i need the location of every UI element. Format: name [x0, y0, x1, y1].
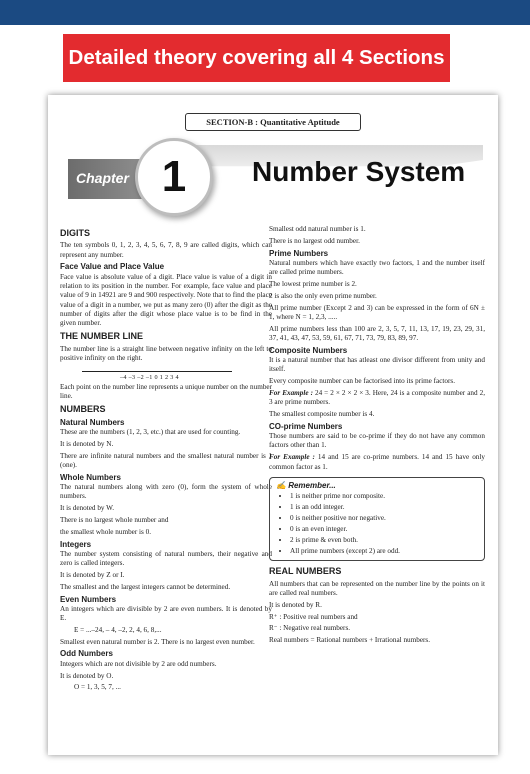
- paragraph: An integers which are divisible by 2 are even numbers. It is denoted by E.: [60, 604, 272, 623]
- paragraph: R⁻ : Negative real numbers.: [269, 624, 351, 633]
- paragraph: There is no largest whole number and: [60, 515, 169, 524]
- list-item: • 0 is an even integer.: [290, 525, 479, 534]
- heading-integers: Integers: [60, 539, 92, 549]
- heading-face-value: Face Value and Place Value: [60, 262, 165, 272]
- list-item: • 1 is an odd integer.: [290, 503, 479, 512]
- paragraph: The lowest prime number is 2.: [269, 279, 357, 288]
- remember-icon: ✍: [276, 480, 286, 490]
- heading-real: REAL NUMBERS: [269, 566, 342, 577]
- left-column: [60, 225, 272, 695]
- paragraph: It is denoted by W.: [60, 504, 115, 513]
- paragraph: It is a natural number that has atleast one divisor different from unity and itself.: [269, 356, 485, 374]
- paragraph: The smallest composite number is 4.: [269, 410, 375, 419]
- heading-composite: Composite Numbers: [269, 345, 348, 355]
- paragraph: All prime numbers less than 100 are 2, 3, 5, 7, 11, 13, 17, 19, 23, 29, 31, 37, 41, 43, 47, 53, 59, 61, 67, 71, 73, 79, 83, 89, 97.: [269, 324, 485, 342]
- paragraph: It is denoted by R.: [269, 600, 322, 609]
- paragraph: These are the numbers (1, 2, 3, etc.) that are used for counting.: [60, 428, 241, 437]
- heading-digits: DIGITS: [60, 228, 91, 238]
- number-line-axis: [82, 371, 232, 372]
- paragraph: Face value is absolute value of a digit. Place value is value of a digit in relation to its position in the number. For example, face value and place value of 9 in 14921 are 9 and 900 respectively. Note that to find the place value of a digit in a number, we put as many zero (0) after the digit as the number of digits after the digit whose place value is to be find in the given number.: [60, 272, 272, 328]
- chapter-word: Chapter: [76, 170, 129, 186]
- paragraph: 2 is also the only even prime number.: [269, 291, 377, 300]
- remember-title: Remember...: [288, 480, 336, 490]
- paragraph: Real numbers = Rational numbers + Irrational numbers.: [269, 636, 431, 645]
- paragraph: The natural numbers along with zero (0), form the system of whole numbers.: [60, 483, 272, 501]
- paragraph: It is denoted by Z or I.: [60, 570, 125, 579]
- paragraph: Those numbers are said to be co-prime if they do not have any common factors other than 1.: [269, 432, 485, 450]
- paragraph: Integers which are not divisible by 2 are odd numbers.: [60, 659, 217, 668]
- paragraph: The number line is a straight line between negative infinity on the left to positive infinity on the right.: [60, 344, 272, 363]
- heading-numbers: NUMBERS: [60, 404, 106, 415]
- remember-list: [276, 492, 479, 556]
- chapter-number: 1: [135, 138, 213, 216]
- example-label: For Example :: [269, 388, 313, 397]
- number-line-ticks: –4 –3 –2 –1 0 1 2 3 4: [120, 373, 179, 381]
- heading-odd: Odd Numbers: [60, 649, 113, 659]
- right-column: [269, 225, 485, 648]
- heading-number-line: THE NUMBER LINE: [60, 331, 143, 342]
- top-bar: [0, 0, 530, 25]
- paragraph: R⁺ : Positive real numbers and: [269, 612, 358, 621]
- paragraph: All prime number (Except 2 and 3) can be expressed in the form of 6N ± 1, where N = 1, 2,3, .....: [269, 303, 485, 321]
- list-item: • All prime numbers (except 2) are odd.: [290, 547, 479, 556]
- example-text: 14 and 15 are co-prime numbers. 14 and 15 have only common factor as 1.: [269, 453, 485, 471]
- paragraph: Each point on the number line represents a unique number on the number line.: [60, 382, 272, 401]
- paragraph: There is no largest odd number.: [269, 236, 360, 245]
- heading-even: Even Numbers: [60, 594, 117, 604]
- paragraph: It is denoted by N.: [60, 439, 114, 448]
- list-item: • 1 is neither prime nor composite.: [290, 492, 479, 501]
- heading-prime: Prime Numbers: [269, 248, 329, 258]
- paragraph: Smallest odd natural number is 1.: [269, 225, 366, 233]
- paragraph: The ten symbols 0, 1, 2, 3, 4, 5, 6, 7, 8, 9 are called digits, which can represent any number.: [60, 241, 272, 259]
- list-item: • 2 is prime & even both.: [290, 536, 479, 545]
- heading-coprime: CO-prime Numbers: [269, 421, 343, 431]
- remember-box: [269, 477, 485, 562]
- formula: E = ...–24, – 4, –2, 2, 4, 6, 8,...: [74, 625, 162, 634]
- section-label: SECTION-B : Quantitative Aptitude: [185, 113, 361, 131]
- paragraph: Natural numbers which have exactly two factors, 1 and the number itself are called prime numbers.: [269, 258, 485, 277]
- paragraph: It is denoted by O.: [60, 671, 114, 680]
- heading-natural: Natural Numbers: [60, 417, 125, 427]
- heading-whole: Whole Numbers: [60, 472, 121, 482]
- example-label: For Example :: [269, 453, 315, 462]
- paragraph: Every composite number can be factorised into its prime factors.: [269, 377, 456, 386]
- paragraph: Smallest even natural number is 2. There is no largest even number.: [60, 637, 255, 646]
- paragraph: The smallest and the largest integers cannot be determined.: [60, 582, 231, 591]
- banner-title: Detailed theory covering all 4 Sections: [63, 34, 450, 82]
- chapter-title: Number System: [252, 156, 466, 187]
- list-item: • 0 is neither positive nor negative.: [290, 514, 479, 523]
- example-text: 24 = 2 × 2 × 2 × 3. Here, 24 is a composite number and 2, 3 are prime numbers.: [269, 388, 485, 407]
- remember-heading: [276, 481, 479, 490]
- paragraph: All numbers that can be represented on the number line by the points on it are called real numbers.: [269, 579, 485, 598]
- paragraph: [269, 453, 485, 472]
- paragraph: the smallest whole number is 0.: [60, 527, 152, 536]
- paragraph: [269, 389, 485, 408]
- paragraph: There are infinite natural numbers and the smallest natural number is 1 (one).: [60, 451, 272, 469]
- formula: O = 1, 3, 5, 7, ...: [74, 683, 121, 692]
- number-line-figure: [60, 366, 272, 382]
- paragraph: The number system consisting of natural numbers, their negative and zero is called integers.: [60, 549, 272, 568]
- book-page: [48, 95, 498, 755]
